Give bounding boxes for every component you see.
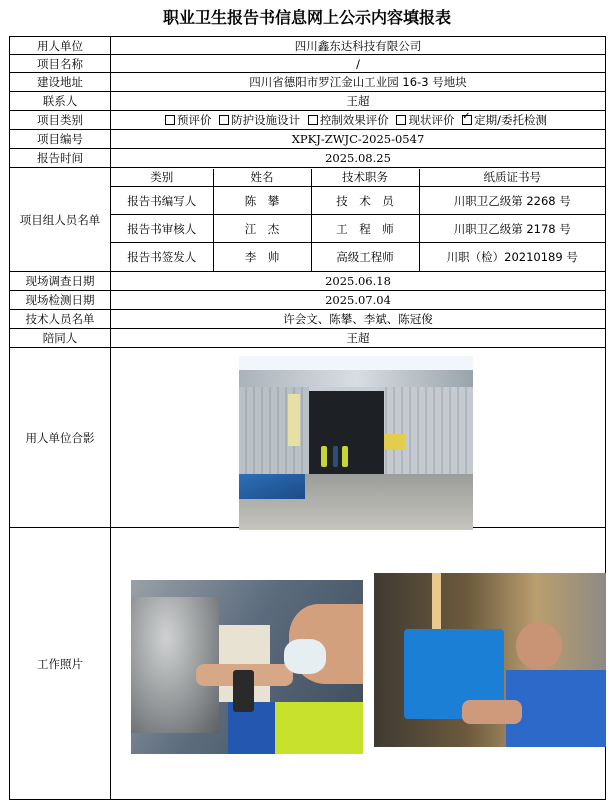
page-title: 职业卫生报告书信息网上公示内容填报表 — [162, 8, 451, 27]
project-no-value: XPKJ-ZWJC-2025-0547 — [111, 130, 606, 149]
test-date-label: 现场检测日期 — [10, 291, 111, 310]
row-test-date — [10, 291, 606, 310]
row-escort — [10, 329, 606, 348]
row-project-name — [10, 55, 606, 73]
row-report-time — [10, 149, 606, 168]
escort-label: 陪同人 — [10, 329, 111, 348]
members-label: 项目组人员名单 — [10, 168, 111, 272]
row-category — [10, 111, 606, 130]
member-name: 陈 攀 — [213, 187, 311, 215]
work-photo-1 — [131, 580, 363, 754]
survey-date-value: 2025.06.18 — [111, 272, 606, 291]
member-role: 报告书签发人 — [111, 243, 213, 271]
category-options — [111, 111, 606, 130]
checkbox-icon — [308, 115, 318, 125]
checkbox-icon — [396, 115, 406, 125]
employer-value: 四川鑫东达科技有限公司 — [111, 37, 606, 55]
row-employer — [10, 37, 606, 55]
members-header: 姓名 — [213, 169, 311, 187]
member-name: 李 帅 — [213, 243, 311, 271]
member-cert: 川职（检）20210189 号 — [446, 249, 578, 264]
address-value: 四川省德阳市罗江金山工业园 16-3 号地块 — [111, 73, 606, 92]
checkbox-icon — [165, 115, 175, 125]
category-label: 项目类别 — [10, 111, 111, 130]
contact-label: 联系人 — [10, 92, 111, 111]
members-header-row — [111, 169, 605, 187]
row-address — [10, 73, 606, 92]
survey-date-label: 现场调查日期 — [10, 272, 111, 291]
members-cell — [111, 168, 606, 272]
member-title: 技 术 员 — [311, 187, 419, 215]
row-technicians — [10, 310, 606, 329]
members-header: 纸质证书号 — [419, 169, 605, 187]
category-option-periodic-testing[interactable]: ✓ 定期/委托检测 — [462, 113, 547, 127]
address-label: 建设地址 — [10, 73, 111, 92]
contact-value: 王超 — [111, 92, 606, 111]
row-contact — [10, 92, 606, 111]
project-name-value: / — [111, 55, 606, 73]
members-header: 技术职务 — [311, 169, 419, 187]
technicians-label: 技术人员名单 — [10, 310, 111, 329]
row-project-no — [10, 130, 606, 149]
members-table — [111, 169, 605, 271]
member-name: 江 杰 — [213, 215, 311, 243]
category-option-control-evaluation[interactable]: 控制效果评价 — [308, 113, 389, 127]
table-row — [111, 215, 605, 243]
work-photo-label: 工作照片 — [10, 528, 111, 800]
project-no-label: 项目编号 — [10, 130, 111, 149]
category-option-status-evaluation[interactable]: 现状评价 — [396, 113, 454, 127]
technicians-value: 许会文、陈攀、李斌、陈冠俊 — [111, 310, 606, 329]
employer-label: 用人单位 — [10, 37, 111, 55]
checkbox-icon — [219, 115, 229, 125]
member-cert: 川职卫乙级第 2268 号 — [419, 187, 605, 215]
work-photo-2 — [374, 573, 606, 747]
member-title: 高级工程师 — [311, 243, 419, 271]
member-role: 报告书编写人 — [111, 187, 213, 215]
table-row — [111, 243, 605, 271]
report-time-value: 2025.08.25 — [111, 149, 606, 168]
group-photo-label: 用人单位合影 — [10, 348, 111, 528]
report-time-label: 报告时间 — [10, 149, 111, 168]
test-date-value: 2025.07.04 — [111, 291, 606, 310]
escort-value: 王超 — [111, 329, 606, 348]
category-option-protection-design[interactable]: 防护设施设计 — [219, 113, 300, 127]
group-photo — [239, 356, 473, 530]
table-row — [111, 187, 605, 215]
project-name-label: 项目名称 — [10, 55, 111, 73]
members-header: 类别 — [111, 169, 213, 187]
member-cert: 川职卫乙级第 2178 号 — [419, 215, 605, 243]
member-role: 报告书审核人 — [111, 215, 213, 243]
row-members — [10, 168, 606, 272]
member-title: 工 程 师 — [311, 215, 419, 243]
checkbox-checked-icon — [462, 115, 472, 125]
category-option-pre-evaluation[interactable]: 预评价 — [165, 113, 212, 127]
row-survey-date — [10, 272, 606, 291]
